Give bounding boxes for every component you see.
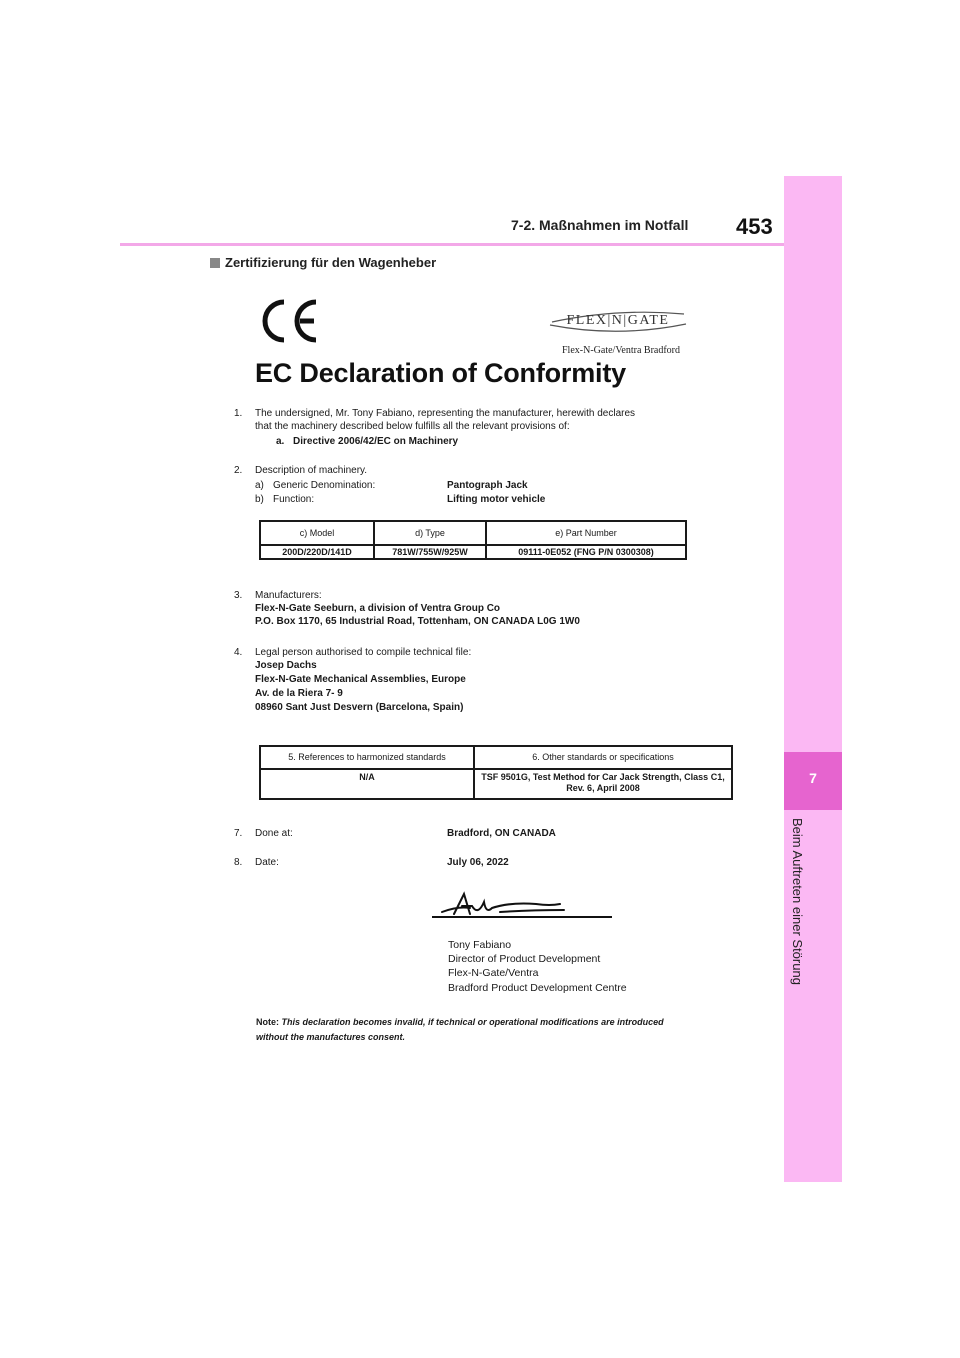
- note-line2: without the manufactures consent.: [256, 1032, 406, 1042]
- signature-line: [432, 916, 612, 918]
- item-number: 2.: [234, 465, 243, 476]
- table-row: [260, 521, 686, 545]
- item2-a-label: a): [255, 480, 264, 491]
- section-path: 7-2. Maßnahmen im Notfall: [511, 217, 689, 233]
- item-number: 7.: [234, 828, 243, 839]
- item2-a-value: Pantograph Jack: [447, 480, 528, 491]
- item3-text: Manufacturers:: [255, 590, 322, 601]
- item4-line3: Av. de la Riera 7- 9: [255, 688, 343, 699]
- item4-line2: Flex-N-Gate Mechanical Assemblies, Europe: [255, 674, 466, 685]
- table-cell: N/A: [260, 769, 474, 799]
- table-header-cell: d) Type: [374, 521, 486, 545]
- table-cell: [474, 769, 732, 799]
- item8-value: July 06, 2022: [447, 857, 509, 868]
- ce-mark-text: CE: [258, 296, 260, 297]
- signatory-title: Director of Product Development: [448, 953, 601, 965]
- signatory-name: Tony Fabiano: [448, 939, 512, 951]
- table-cell: 781W/755W/925W: [374, 545, 486, 559]
- item1-sub-label: a.: [276, 436, 285, 447]
- item2-text: Description of machinery.: [255, 465, 368, 476]
- section-heading-text: Zertifizierung für den Wagenheber: [225, 255, 437, 270]
- item2-b-value: Lifting motor vehicle: [447, 494, 546, 505]
- model-table: [259, 520, 687, 560]
- signatory-company: Flex-N-Gate/Ventra: [448, 967, 539, 979]
- item4-line1: Josep Dachs: [255, 660, 317, 671]
- item3-line1: Flex-N-Gate Seeburn, a division of Ventra Group Co: [255, 603, 501, 614]
- square-bullet-icon: [210, 258, 220, 268]
- table-cell: 09111-0E052 (FNG P/N 0300308): [486, 545, 686, 559]
- table-row: [260, 769, 732, 799]
- handwritten-signature: [440, 888, 570, 924]
- document-title: EC Declaration of Conformity: [255, 358, 626, 388]
- signatory-centre: Bradford Product Development Centre: [448, 982, 627, 994]
- chapter-number: 7: [809, 770, 817, 786]
- item3-line2: P.O. Box 1170, 65 Industrial Road, Tottenham, ON CANADA L0G 1W0: [255, 616, 580, 627]
- logo-text: FLEX|N|GATE: [566, 313, 670, 328]
- item2-a-key: Generic Denomination:: [273, 480, 376, 491]
- page-number: 453: [736, 214, 773, 239]
- table-cell: 200D/220D/141D: [260, 545, 374, 559]
- section-heading: [210, 255, 436, 270]
- item1-directive: Directive 2006/42/EC on Machinery: [293, 436, 459, 447]
- table-row: [260, 746, 732, 769]
- table-header-cell: 6. Other standards or specifications: [474, 746, 732, 769]
- item-number: 8.: [234, 857, 243, 868]
- item-number: 4.: [234, 647, 243, 658]
- table-header-cell: e) Part Number: [486, 521, 686, 545]
- logo-caption: Flex-N-Gate/Ventra Bradford: [562, 345, 681, 356]
- item1-line1: The undersigned, Mr. Tony Fabiano, representing the manufacturer, herewith declares: [255, 408, 636, 419]
- standards-table: [259, 745, 733, 800]
- note-line1: This declaration becomes invalid, if technical or operational modifications are introduced: [281, 1017, 664, 1027]
- item2-b-label: b): [255, 494, 264, 505]
- item-number: 3.: [234, 590, 243, 601]
- item1-line2: that the machinery described below fulfills all the relevant provisions of:: [255, 421, 570, 432]
- table-row: [260, 545, 686, 559]
- item7-value: Bradford, ON CANADA: [447, 828, 556, 839]
- chapter-side-tab: [784, 176, 842, 1182]
- item2-b-key: Function:: [273, 494, 315, 505]
- table-header-cell: c) Model: [260, 521, 374, 545]
- item8-label: Date:: [255, 857, 279, 868]
- note: [256, 1016, 664, 1029]
- standards-line1: TSF 9501G, Test Method for Car Jack Strength, Class C1,: [481, 772, 725, 782]
- standards-line2: Rev. 6, April 2008: [566, 783, 640, 793]
- chapter-title: Beim Auftreten einer Störung: [790, 818, 805, 985]
- table-header-cell: 5. References to harmonized standards: [260, 746, 474, 769]
- item-number: 1.: [234, 408, 243, 419]
- note-label: Note:: [256, 1017, 279, 1027]
- header-rule: [120, 243, 784, 246]
- item4-line4: 08960 Sant Just Desvern (Barcelona, Spain): [255, 702, 464, 713]
- ce-mark-icon: [258, 296, 322, 346]
- item7-label: Done at:: [255, 828, 293, 839]
- item4-text: Legal person authorised to compile technical file:: [255, 647, 472, 658]
